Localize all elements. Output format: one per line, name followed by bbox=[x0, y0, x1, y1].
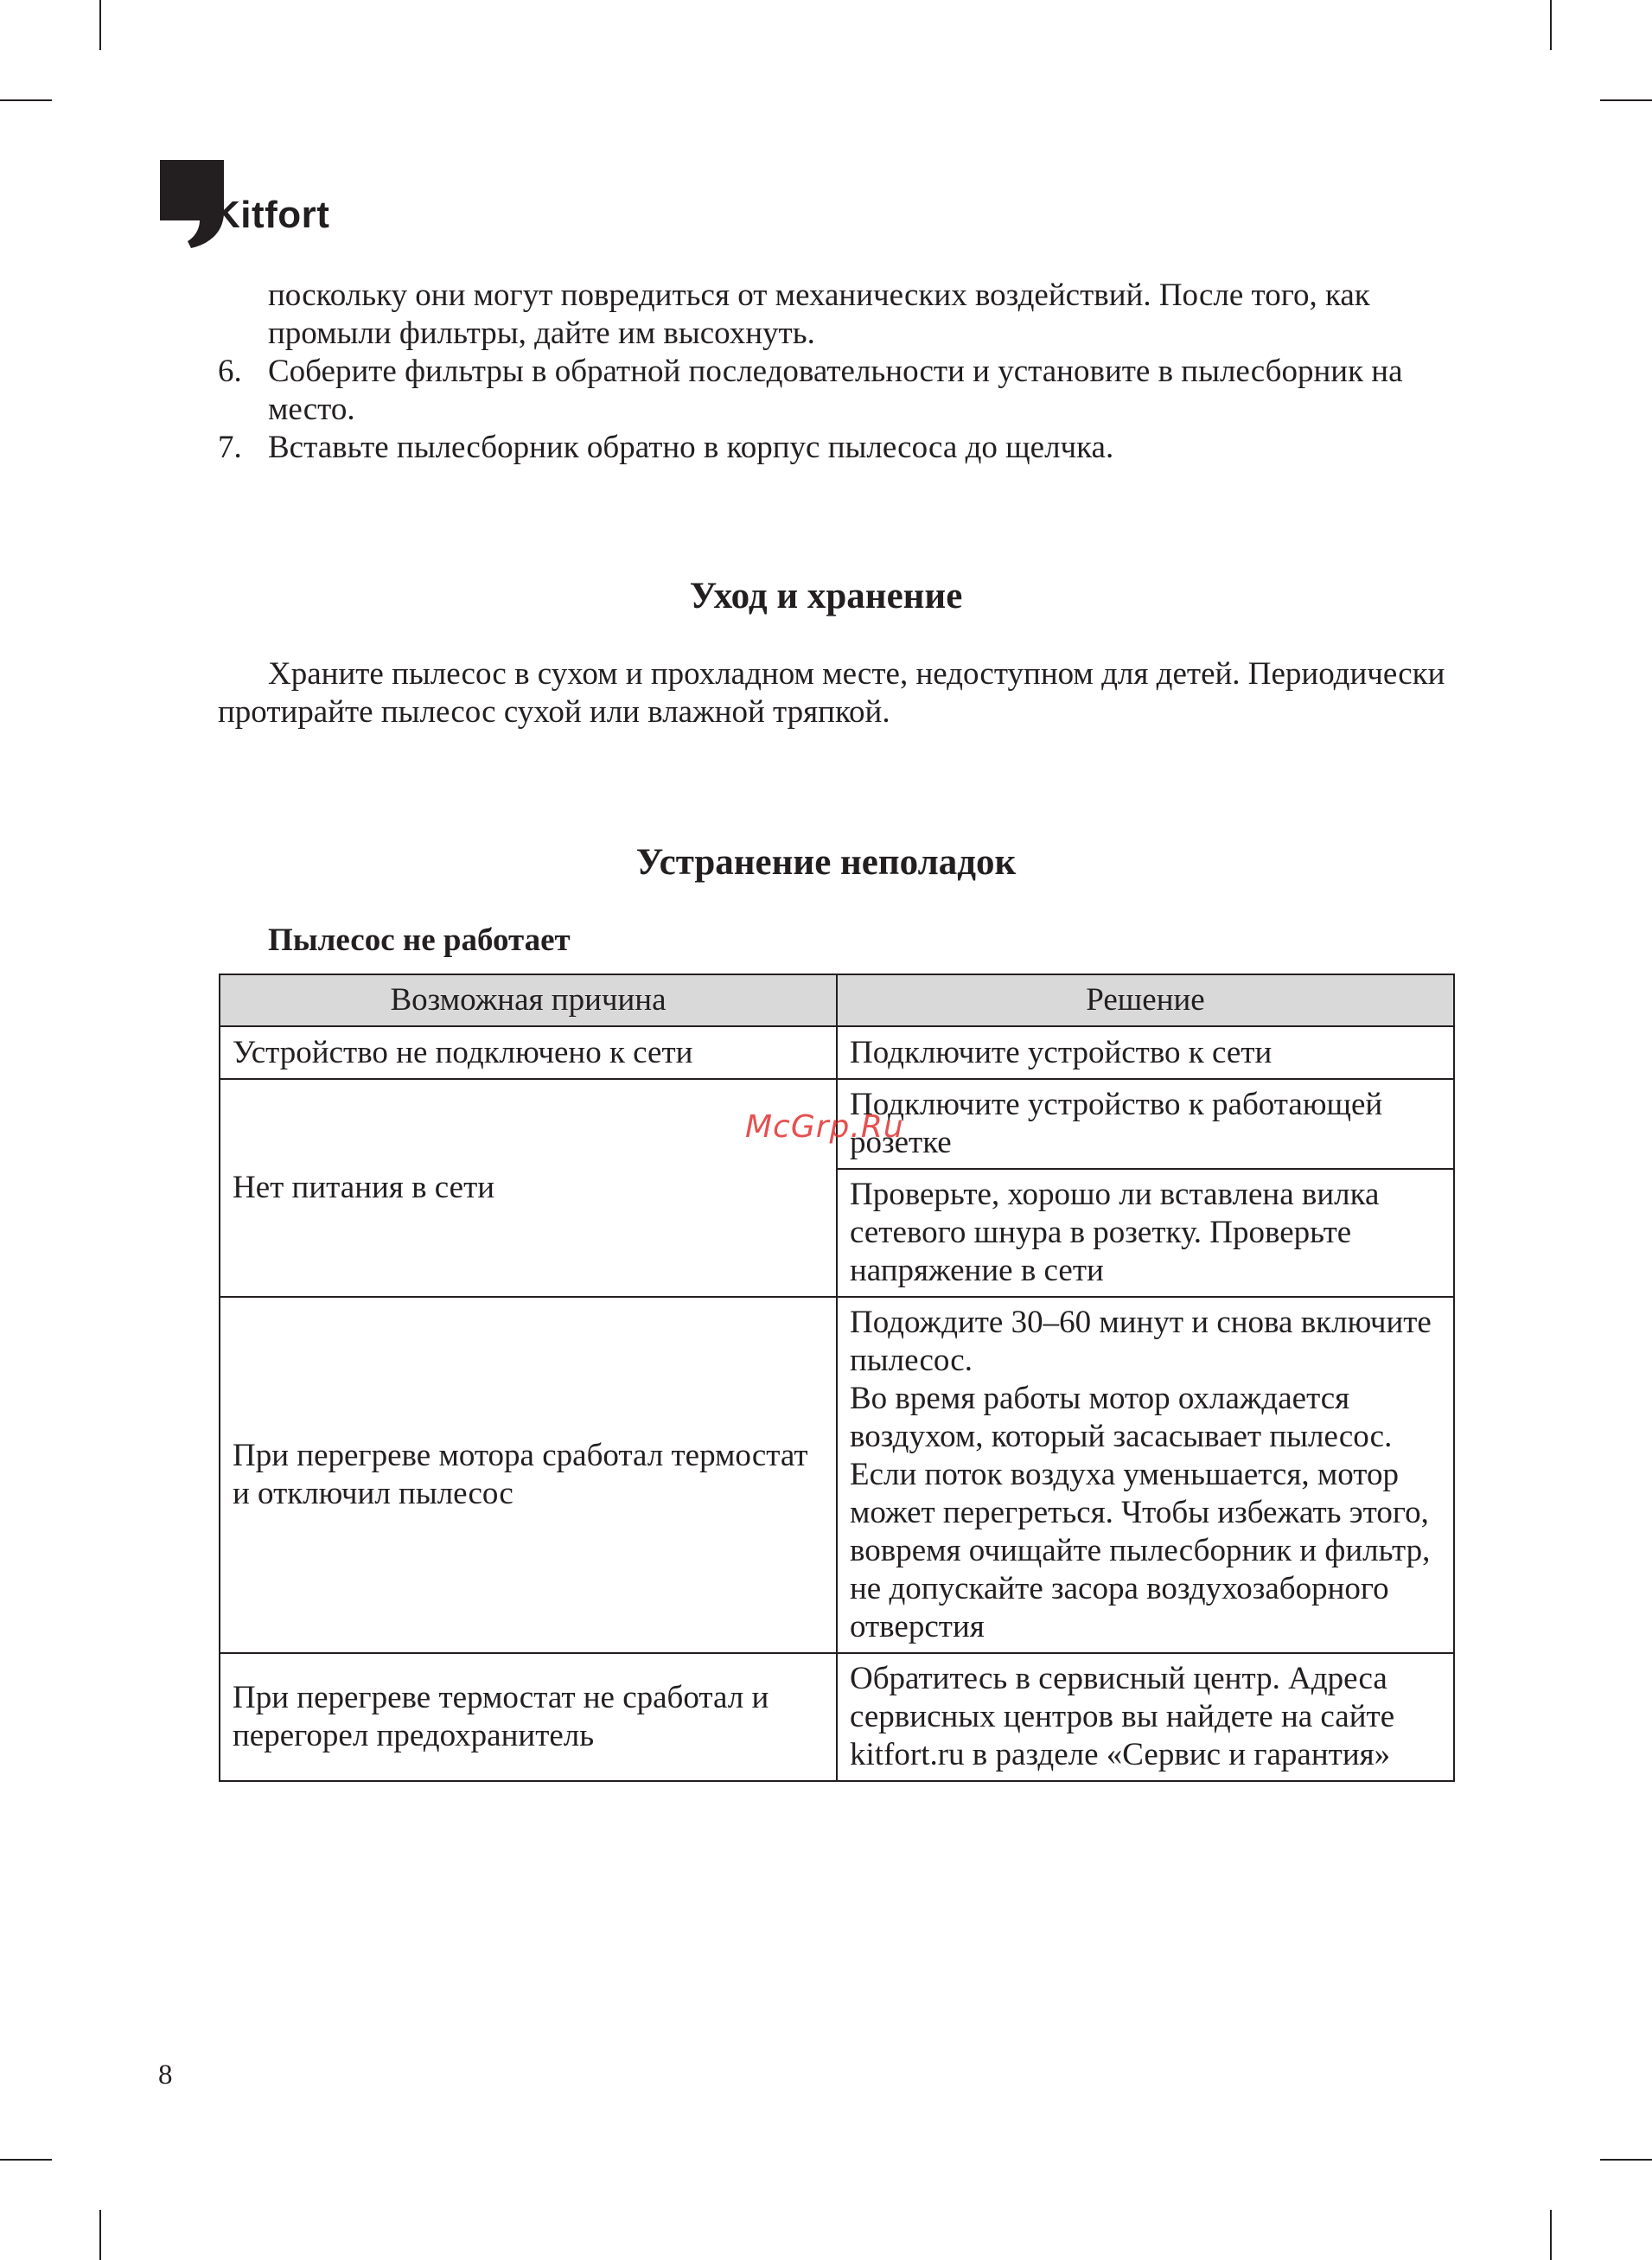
table-row bbox=[220, 1653, 1454, 1781]
step-number: 6. bbox=[218, 354, 242, 389]
solution-cell: Подключите устройство к работающей розетке bbox=[837, 1079, 1454, 1169]
step-text: Вставьте пылесборник обратно в корпус пылесоса до щелчка. bbox=[268, 430, 1114, 465]
header-cause: Возможная причина bbox=[220, 974, 837, 1026]
care-heading: Уход и хранение bbox=[689, 576, 963, 616]
solution-cell: Обратитесь в сервисный центр. Адреса сервисных центров вы найдете на сайте kitfort.ru в разделе «Сервис и гарантия» bbox=[837, 1653, 1454, 1781]
crop-mark bbox=[99, 2210, 101, 2260]
watermark: McGrp.Ru bbox=[745, 1109, 904, 1145]
solution-line: Во время работы мотор охлаждается воздухом, который засасывает пылесос. Если поток воздуха уменьшается, мотор может перегреться. Чтобы избежать этого, вовремя очищайте пылесборник и фильтр, не допускайте засора воздухозаборного отверстия bbox=[850, 1381, 1431, 1644]
crop-mark bbox=[1550, 2210, 1552, 2260]
page-number: 8 bbox=[158, 2059, 173, 2091]
crop-mark bbox=[0, 99, 52, 101]
troubleshooting-table bbox=[219, 974, 1455, 1782]
solution-cell: Проверьте, хорошо ли вставлена вилка сетевого шнура в розетку. Проверьте напряжение в сети bbox=[837, 1169, 1454, 1297]
crop-mark bbox=[99, 0, 101, 50]
intro-continuation: поскольку они могут повредиться от механических воздействий. После того, как промыли фильтры, дайте им высохнуть. bbox=[268, 278, 1370, 351]
table-row bbox=[220, 1297, 1454, 1653]
troubleshooting-subheading: Пылесос не работает bbox=[268, 923, 571, 958]
step-text: Соберите фильтры в обратной последовательности и установите в пылесборник на место. bbox=[268, 354, 1403, 427]
table-header-row bbox=[220, 974, 1454, 1026]
crop-mark bbox=[1550, 0, 1552, 50]
header-solution: Решение bbox=[837, 974, 1454, 1026]
care-paragraph: Храните пылесос в сухом и прохладном месте, недоступном для детей. Периодически протирайте пылесос сухой или влажной тряпкой. bbox=[218, 656, 1445, 730]
logo-wordmark: Kitfort bbox=[213, 194, 330, 236]
brand-logo bbox=[158, 158, 366, 253]
table-row bbox=[220, 1026, 1454, 1079]
list-item bbox=[218, 429, 1463, 467]
cause-cell: При перегреве термостат не сработал и перегорел предохранитель bbox=[220, 1653, 837, 1781]
step-number: 7. bbox=[218, 430, 242, 465]
troubleshooting-heading: Устранение неполадок bbox=[635, 842, 1017, 883]
solution-cell: Подключите устройство к сети bbox=[837, 1026, 1454, 1079]
crop-mark bbox=[1600, 2159, 1652, 2161]
cause-cell: При перегреве мотора сработал термостат и отключил пылесос bbox=[220, 1297, 837, 1653]
cause-cell: Устройство не подключено к сети bbox=[220, 1026, 837, 1079]
solution-cell bbox=[837, 1297, 1454, 1653]
list-item bbox=[218, 353, 1463, 429]
crop-mark bbox=[1600, 99, 1652, 101]
cause-cell: Нет питания в сети bbox=[220, 1079, 837, 1297]
crop-mark bbox=[0, 2159, 52, 2161]
steps-list bbox=[218, 353, 1463, 467]
solution-line: Подождите 30–60 минут и снова включите пылесос. bbox=[850, 1305, 1432, 1378]
